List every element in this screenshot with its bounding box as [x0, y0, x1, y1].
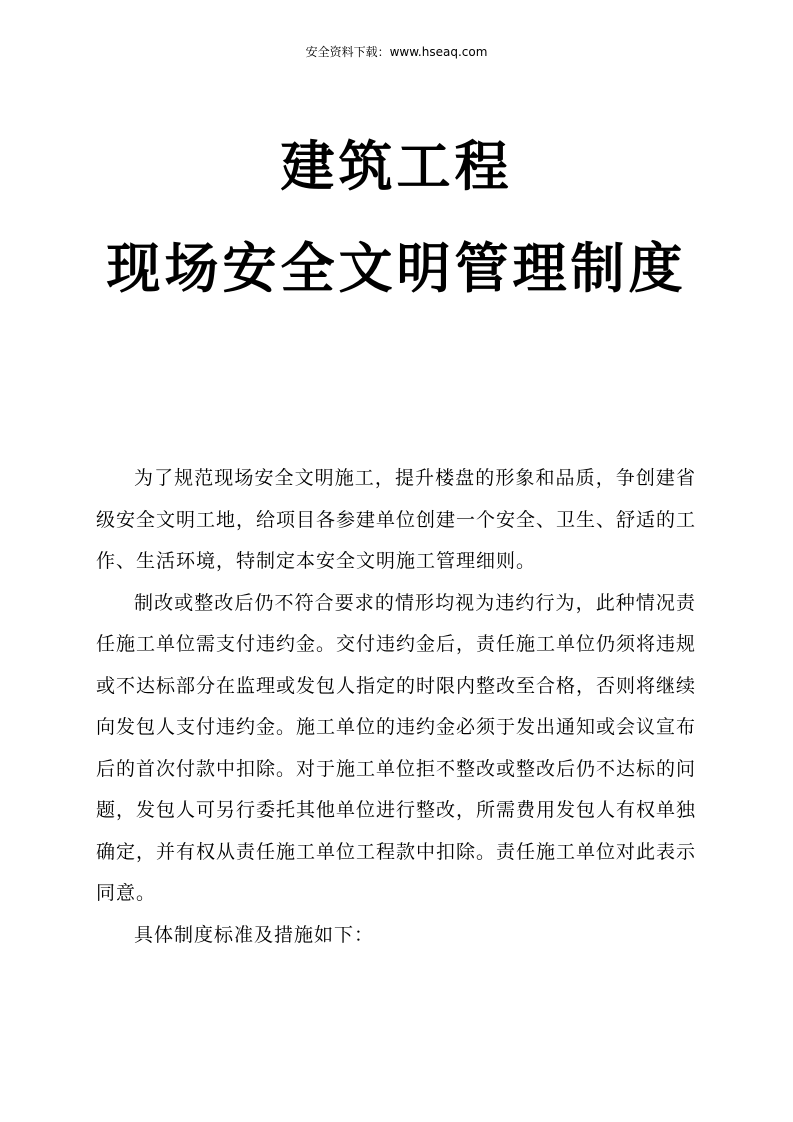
document-body — [96, 458, 696, 956]
page-header: 安全资料下载：www.hseaq.com — [305, 45, 488, 59]
paragraph-penalty: 制改或整改后仍不符合要求的情形均视为违约行为，此种情况责任施工单位需支付违约金。交付违约金后，责任施工单位仍须将违规或不达标部分在监理或发包人指定的时限内整改至合格，否则将继续向发包人支付违约金。施工单位的违约金必须于发出通知或会议宣布后的首次付款中扣除。对于施工单位拒不整改或整改后仍不达标的问题，发包人可另行委托其他单位进行整改，所需费用发包人有权单独确定，并有权从责任施工单位工程款中扣除。责任施工单位对此表示同意。 — [96, 591, 697, 904]
paragraph-measures-lead: 具体制度标准及措施如下： — [134, 923, 375, 946]
paragraph-intro: 为了规范现场安全文明施工，提升楼盘的形象和品质，争创建省级安全文明工地，给项目各参建单位创建一个安全、卫生、舒适的工作、生活环境，特制定本安全文明施工管理细则。 — [96, 467, 697, 572]
document-title-line-1: 建筑工程 — [280, 134, 513, 198]
document-title-line-2: 现场安全文明管理制度 — [106, 236, 687, 300]
